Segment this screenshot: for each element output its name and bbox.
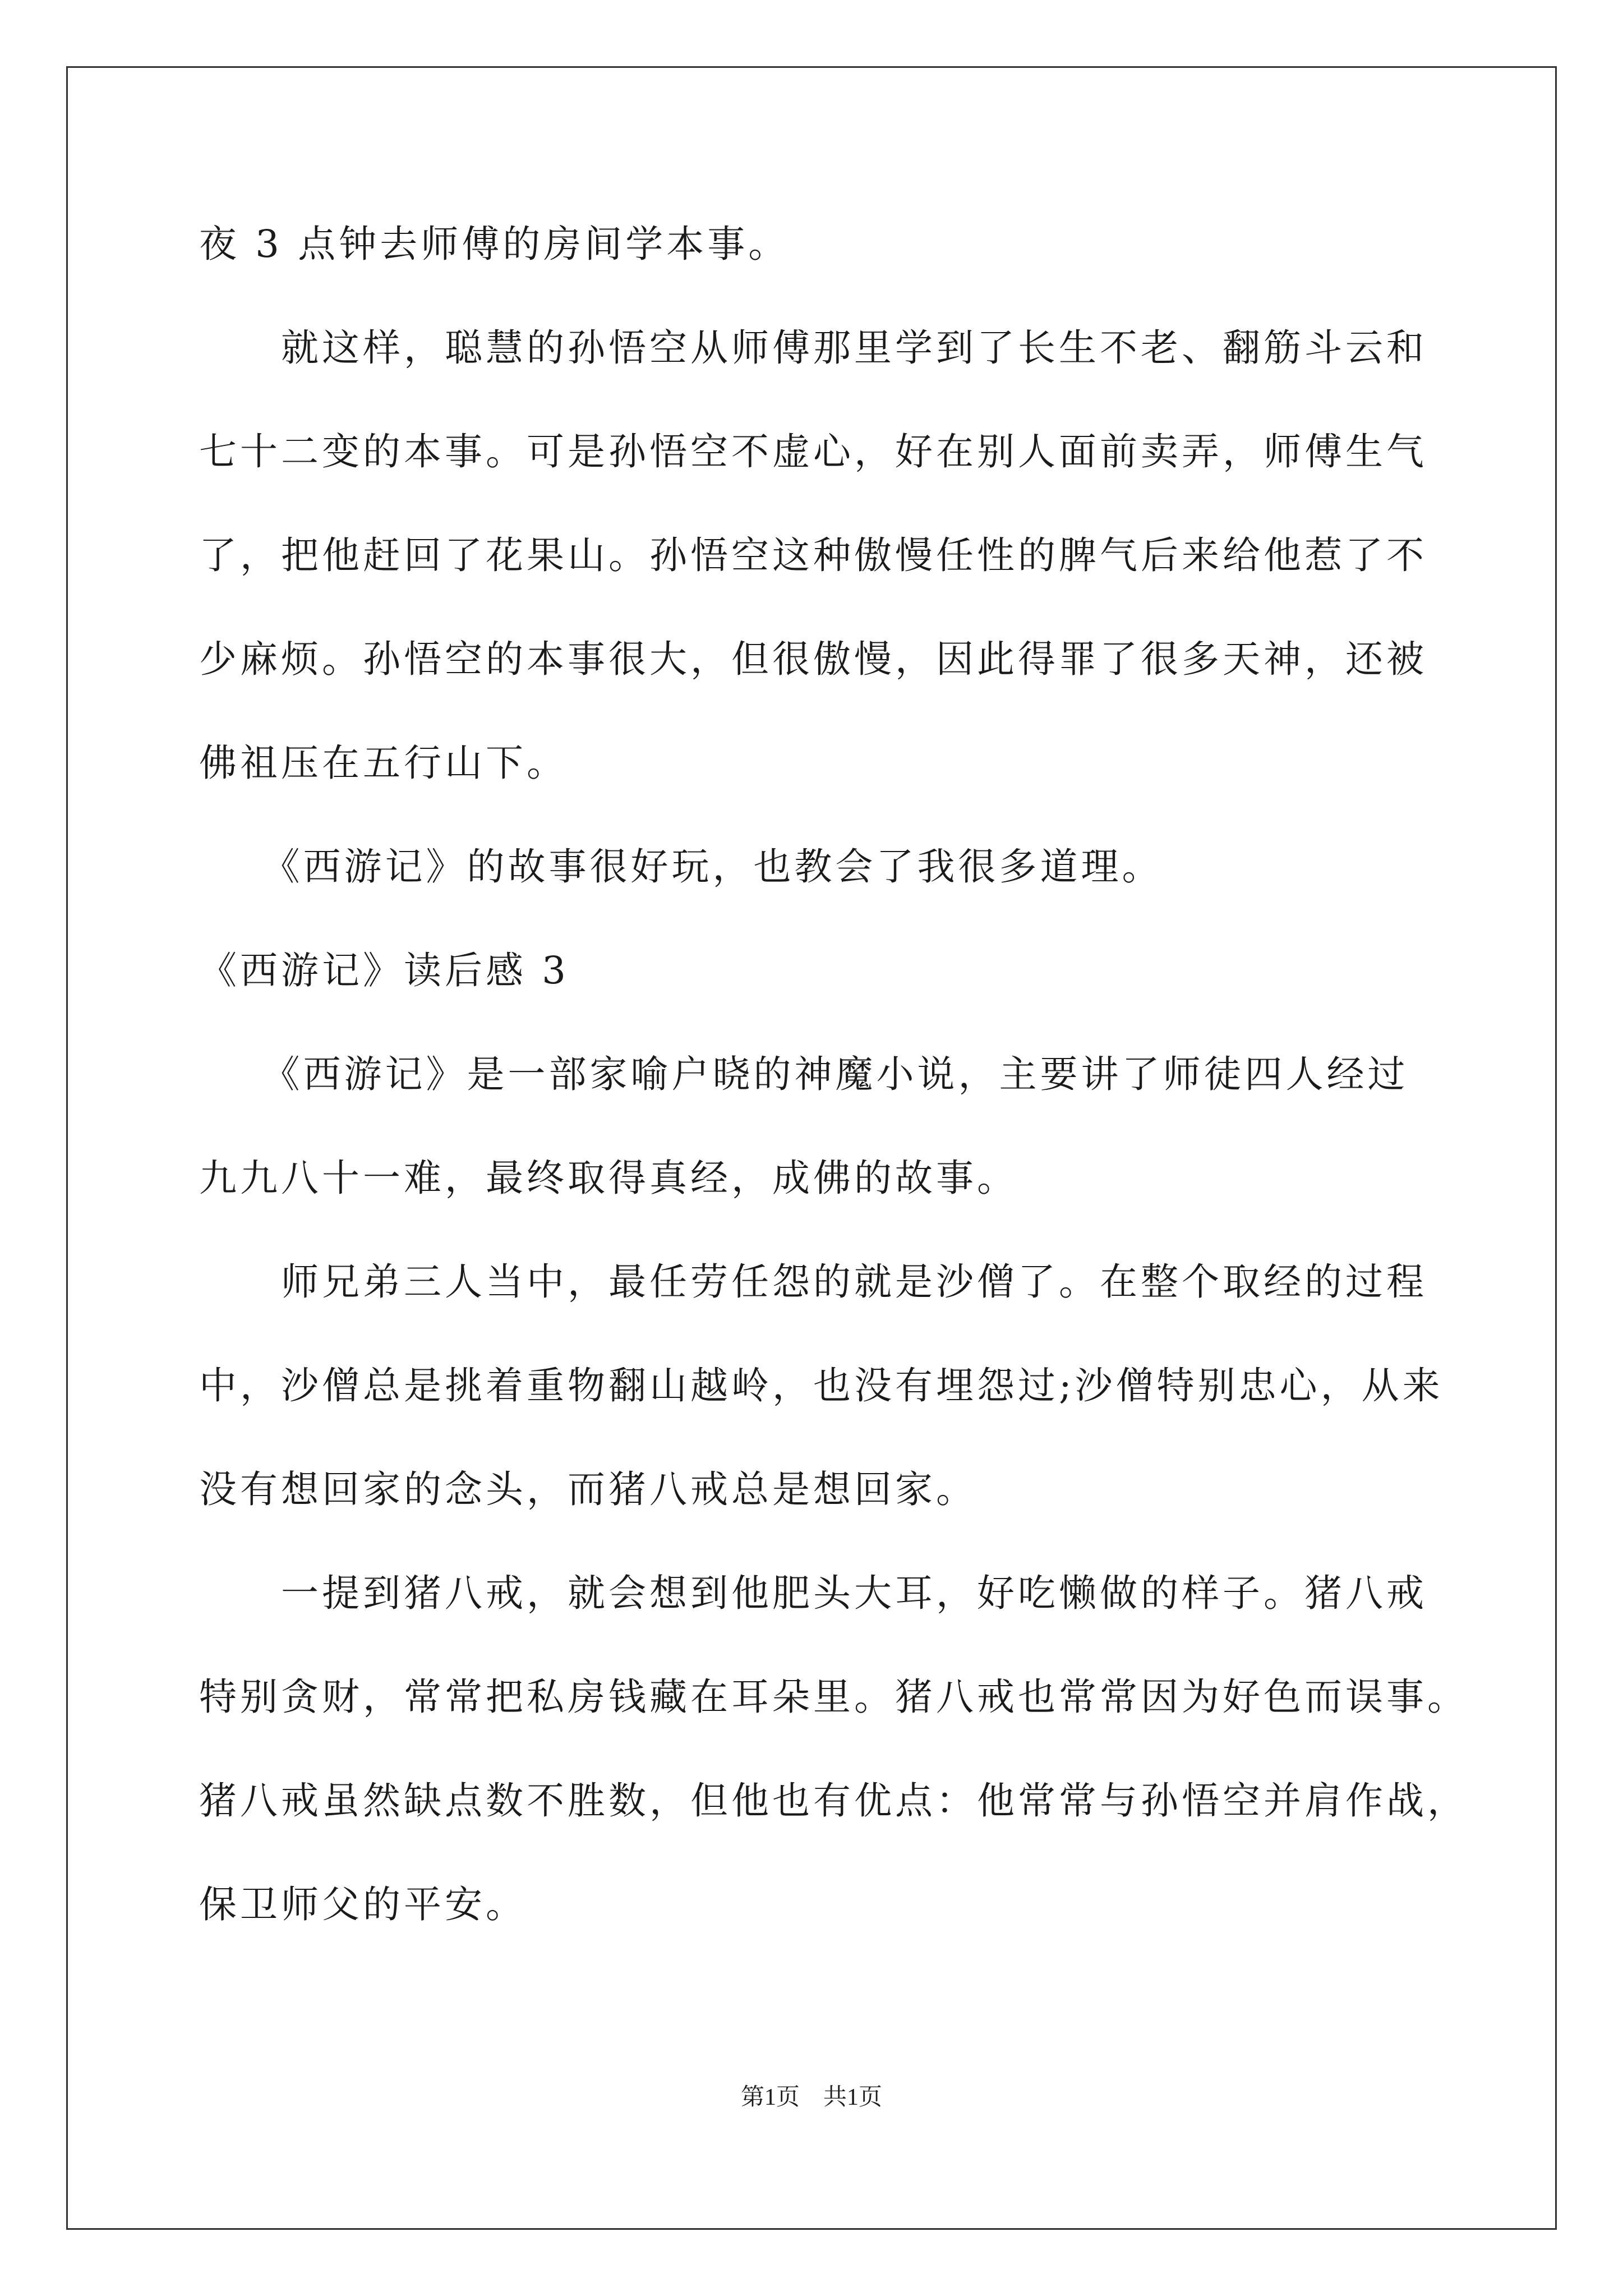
text-line: 师兄弟三人当中，最任劳任怨的就是沙僧了。在整个取经的过程: [199, 1260, 1427, 1304]
text-line: 夜 3 点钟去师傅的房间学本事。: [199, 222, 790, 266]
text-line: 就这样，聪慧的孙悟空从师傅那里学到了长生不老、翻筋斗云和: [199, 326, 1427, 370]
text-line: 一提到猪八戒，就会想到他肥头大耳，好吃懒做的样子。猪八戒: [199, 1571, 1427, 1615]
text-line: 佛祖压在五行山下。: [199, 741, 568, 785]
page-footer: 第1页 共1页: [740, 2085, 882, 2110]
text-line: 没有想回家的念头，而猪八戒总是想回家。: [199, 1467, 977, 1511]
text-line: 九九八十一难，最终取得真经，成佛的故事。: [199, 1156, 1018, 1200]
text-line: 《西游记》是一部家喻户晓的神魔小说，主要讲了师徒四人经过: [199, 1052, 1409, 1096]
text-line: 《西游记》的故事很好玩，也教会了我很多道理。: [199, 845, 1163, 889]
section-heading: 《西游记》读后感 3: [199, 949, 569, 992]
text-line: 保卫师父的平安。: [199, 1883, 527, 1926]
text-line: 少麻烦。孙悟空的本事很大，但很傲慢，因此得罪了很多天神，还被: [199, 637, 1427, 681]
text-line: 猪八戒虽然缺点数不胜数，但他也有优点：他常常与孙悟空并肩作战，: [199, 1779, 1468, 1823]
text-line: 特别贪财，常常把私房钱藏在耳朵里。猪八戒也常常因为好色而误事。: [199, 1675, 1468, 1719]
text-line: 中，沙僧总是挑着重物翻山越岭，也没有埋怨过;沙僧特别忠心，从来: [199, 1364, 1444, 1407]
text-line: 七十二变的本事。可是孙悟空不虚心，好在别人面前卖弄，师傅生气: [199, 430, 1427, 473]
text-line: 了，把他赶回了花果山。孙悟空这种傲慢任性的脾气后来给他惹了不: [199, 533, 1427, 577]
